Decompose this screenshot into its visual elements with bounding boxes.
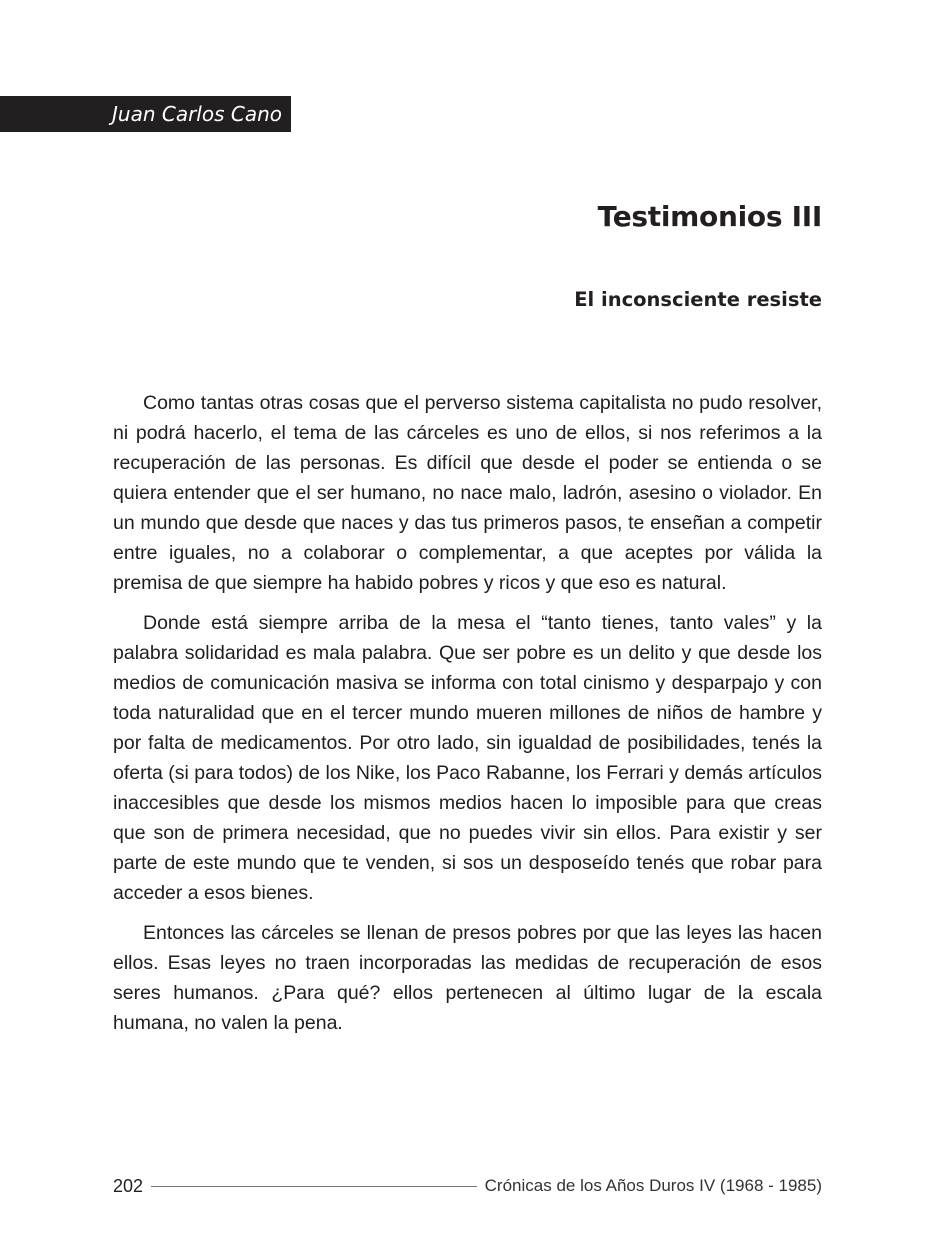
chapter-subtitle: El inconsciente resiste bbox=[574, 288, 822, 311]
footer-rule bbox=[151, 1186, 477, 1187]
running-header-author: Juan Carlos Cano bbox=[0, 96, 291, 132]
page-footer bbox=[113, 1172, 822, 1200]
body-text bbox=[113, 388, 822, 1048]
body-paragraph-2: Donde está siempre arriba de la mesa el “tanto tienes, tanto vales” y la palabra solidaridad es mala palabra. Que ser pobre es un delito y que desde los medios de comunicación masiva se informa con total cinismo y desparpajo y con toda naturalidad que en el tercer mundo mueren millones de niños de hambre y por falta de medicamentos. Por otro lado, sin igualdad de posibilidades, tenés la oferta (si para todos) de los Nike, los Paco Rabanne, los Ferrari y demás artículos inaccesibles que desde los mismos medios hacen lo imposible para que creas que son de primera necesidad, que no puedes vivir sin ellos. Para existir y ser parte de este mundo que te venden, si sos un desposeído tenés que robar para acceder a esos bienes. bbox=[113, 612, 822, 904]
body-paragraph-3: Entonces las cárceles se llenan de presos pobres por que las leyes las hacen ellos. Esas leyes no traen incorporadas las medidas de recuperación de esos seres humanos. ¿Para qué? ellos pertenecen al último lugar de la escala humana, no valen la pena. bbox=[113, 922, 822, 1034]
body-paragraph-1: Como tantas otras cosas que el perverso sistema capitalista no pudo resolver, ni podrá hacerlo, el tema de las cárceles es uno de ellos, si nos referimos a la recuperación de las personas. Es difícil que desde el poder se entienda o se quiera entender que el ser humano, no nace malo, ladrón, asesino o violador. En un mundo que desde que naces y das tus primeros pasos, te enseñan a competir entre iguales, no a colaborar o complementar, a que aceptes por válida la premisa de que siempre ha habido pobres y ricos y que eso es natural. bbox=[113, 392, 822, 594]
page-number: 202 bbox=[113, 1175, 144, 1196]
footer-book-title: Crónicas de los Años Duros IV (1968 - 1985) bbox=[484, 1176, 822, 1195]
chapter-title: Testimonios III bbox=[597, 200, 822, 233]
